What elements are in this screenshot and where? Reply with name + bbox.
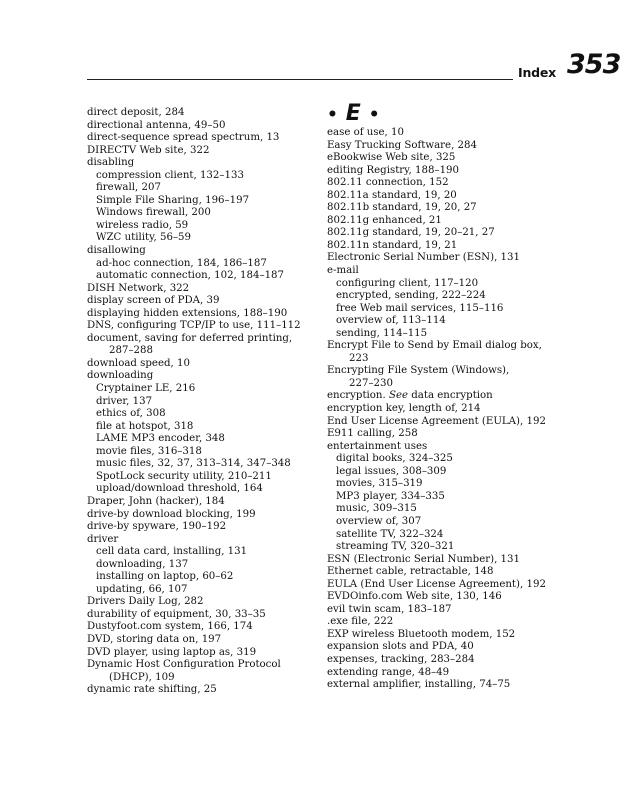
index-entry: Draper, John (hacker), 184 <box>87 495 225 507</box>
index-entry: driver <box>87 533 119 545</box>
header-rule <box>87 79 513 80</box>
index-entry: Ethernet cable, retractable, 148 <box>327 566 494 578</box>
index-subentry: overview of, 113–114 <box>336 315 446 327</box>
index-entry: direct-sequence spread spectrum, 13 <box>87 132 280 144</box>
index-entry: 802.11g standard, 19, 20–21, 27 <box>327 227 495 239</box>
running-header: Index <box>518 65 557 80</box>
bullet-left: • <box>327 105 339 125</box>
index-subentry: updating, 66, 107 <box>96 583 188 595</box>
cross-ref-term: encryption. <box>327 390 389 402</box>
index-subentry: firewall, 207 <box>96 182 161 194</box>
index-entry: Encrypt File to Send by Email dialog box, <box>327 340 542 352</box>
index-subentry: SpotLock security utility, 210–211 <box>96 470 272 482</box>
index-entry: expenses, tracking, 283–284 <box>327 653 475 665</box>
index-subentry: music files, 32, 37, 313–314, 347–348 <box>96 458 291 470</box>
index-subentry: configuring client, 117–120 <box>336 277 479 289</box>
index-subentry: movie files, 316–318 <box>96 445 202 457</box>
index-entry: EVDOinfo.com Web site, 130, 146 <box>327 591 502 603</box>
index-subentry: ethics of, 308 <box>96 408 166 420</box>
index-entry: directional antenna, 49–50 <box>87 119 226 131</box>
index-subentry: upload/download threshold, 164 <box>96 483 263 495</box>
index-entry-continuation: 287–288 <box>109 345 153 357</box>
index-subentry: ad-hoc connection, 184, 186–187 <box>96 257 267 269</box>
index-subentry: wireless radio, 59 <box>96 219 189 231</box>
index-entry-continuation: 223 <box>349 352 369 364</box>
index-entry: Electronic Serial Number (ESN), 131 <box>327 252 520 264</box>
index-entry: direct deposit, 284 <box>87 107 185 118</box>
bullet-right: • <box>368 105 381 125</box>
index-entry: drive-by spyware, 190–192 <box>87 521 227 533</box>
index-entry: disabling <box>87 157 135 169</box>
index-entry: Dustyfoot.com system, 166, 174 <box>87 621 253 633</box>
index-entry: DISH Network, 322 <box>87 282 190 294</box>
index-entry: ESN (Electronic Serial Number), 131 <box>327 553 520 565</box>
index-entry: DIRECTV Web site, 322 <box>87 144 210 156</box>
index-column-right <box>327 101 577 692</box>
index-subentry: free Web mail services, 115–116 <box>336 302 504 314</box>
index-entry: evil twin scam, 183–187 <box>327 603 452 615</box>
index-entry: 802.11g enhanced, 21 <box>327 214 442 226</box>
index-entry: encryption key, length of, 214 <box>327 403 481 415</box>
index-entry: entertainment uses <box>327 440 428 452</box>
index-entry: editing Registry, 188–190 <box>327 164 460 176</box>
index-entry: 802.11b standard, 19, 20, 27 <box>327 202 477 214</box>
index-entry: 802.11 connection, 152 <box>327 177 449 189</box>
cross-ref-see: See <box>388 390 409 402</box>
index-subentry: satellite TV, 322–324 <box>336 528 444 540</box>
index-subentry: Cryptainer LE, 216 <box>96 383 196 395</box>
index-subentry: downloading, 137 <box>96 558 189 570</box>
index-subentry: legal issues, 308–309 <box>336 465 447 477</box>
index-entry: E911 calling, 258 <box>327 428 418 440</box>
index-entry: e-mail <box>327 265 359 277</box>
index-entry: display screen of PDA, 39 <box>87 295 220 307</box>
page-number: 353 <box>567 49 621 80</box>
index-entry: durability of equipment, 30, 33–35 <box>87 608 266 620</box>
index-subentry: movies, 315–319 <box>336 478 423 490</box>
index-entry: external amplifier, installing, 74–75 <box>327 679 511 691</box>
index-entry: EXP wireless Bluetooth modem, 152 <box>327 628 516 640</box>
index-subentry: LAME MP3 encoder, 348 <box>96 433 225 445</box>
index-entry: 802.11a standard, 19, 20 <box>327 189 457 201</box>
index-entry-cross-reference <box>327 390 577 403</box>
index-subentry: Simple File Sharing, 196–197 <box>96 194 250 206</box>
index-subentry: sending, 114–115 <box>336 327 428 339</box>
index-subentry: MP3 player, 334–335 <box>336 490 445 502</box>
index-subentry: file at hotspot, 318 <box>96 420 194 432</box>
index-entry: ease of use, 10 <box>327 127 404 138</box>
index-entry: DVD, storing data on, 197 <box>87 633 222 645</box>
index-entry: .exe file, 222 <box>327 616 394 628</box>
index-entry: 802.11n standard, 19, 21 <box>327 239 458 251</box>
index-subentry: overview of, 307 <box>336 515 422 527</box>
cross-ref-target: data encryption <box>408 390 493 402</box>
section-letter: E <box>345 101 362 126</box>
index-entry: Dynamic Host Configuration Protocol <box>87 659 281 671</box>
index-column-left <box>87 107 317 697</box>
index-entry: DNS, configuring TCP/IP to use, 111–112 <box>87 320 301 332</box>
index-entry: drive-by download blocking, 199 <box>87 508 256 520</box>
index-subentry: WZC utility, 56–59 <box>96 232 192 244</box>
index-entry: Easy Trucking Software, 284 <box>327 139 478 151</box>
index-entry: dynamic rate shifting, 25 <box>87 684 217 696</box>
index-entry: eBookwise Web site, 325 <box>327 152 456 164</box>
letter-section-heading <box>327 101 577 127</box>
index-subentry: streaming TV, 320–321 <box>336 541 455 553</box>
index-subentry: compression client, 132–133 <box>96 169 244 181</box>
index-subentry: Windows firewall, 200 <box>96 207 211 219</box>
index-subentry: installing on laptop, 60–62 <box>96 571 234 583</box>
index-entry: downloading <box>87 370 154 382</box>
index-entry: EULA (End User License Agreement), 192 <box>327 578 546 590</box>
index-subentry: digital books, 324–325 <box>336 453 453 465</box>
index-entry-continuation: (DHCP), 109 <box>109 671 175 683</box>
index-entry-continuation: 227–230 <box>349 377 393 389</box>
index-entry: expansion slots and PDA, 40 <box>327 641 474 653</box>
index-entry: Encrypting File System (Windows), <box>327 365 510 377</box>
index-entry: End User License Agreement (EULA), 192 <box>327 415 546 427</box>
index-entry: displaying hidden extensions, 188–190 <box>87 307 288 319</box>
index-entry: DVD player, using laptop as, 319 <box>87 646 257 658</box>
index-subentry: music, 309–315 <box>336 503 417 515</box>
index-entry: disallowing <box>87 245 146 257</box>
index-subentry: driver, 137 <box>96 395 153 407</box>
index-entry: document, saving for deferred printing, <box>87 332 293 344</box>
index-subentry: automatic connection, 102, 184–187 <box>96 270 285 282</box>
index-entry: Drivers Daily Log, 282 <box>87 596 204 608</box>
index-entry: extending range, 48–49 <box>327 666 450 678</box>
index-subentry: cell data card, installing, 131 <box>96 546 248 558</box>
index-entry: download speed, 10 <box>87 357 190 369</box>
index-subentry: encrypted, sending, 222–224 <box>336 290 486 302</box>
